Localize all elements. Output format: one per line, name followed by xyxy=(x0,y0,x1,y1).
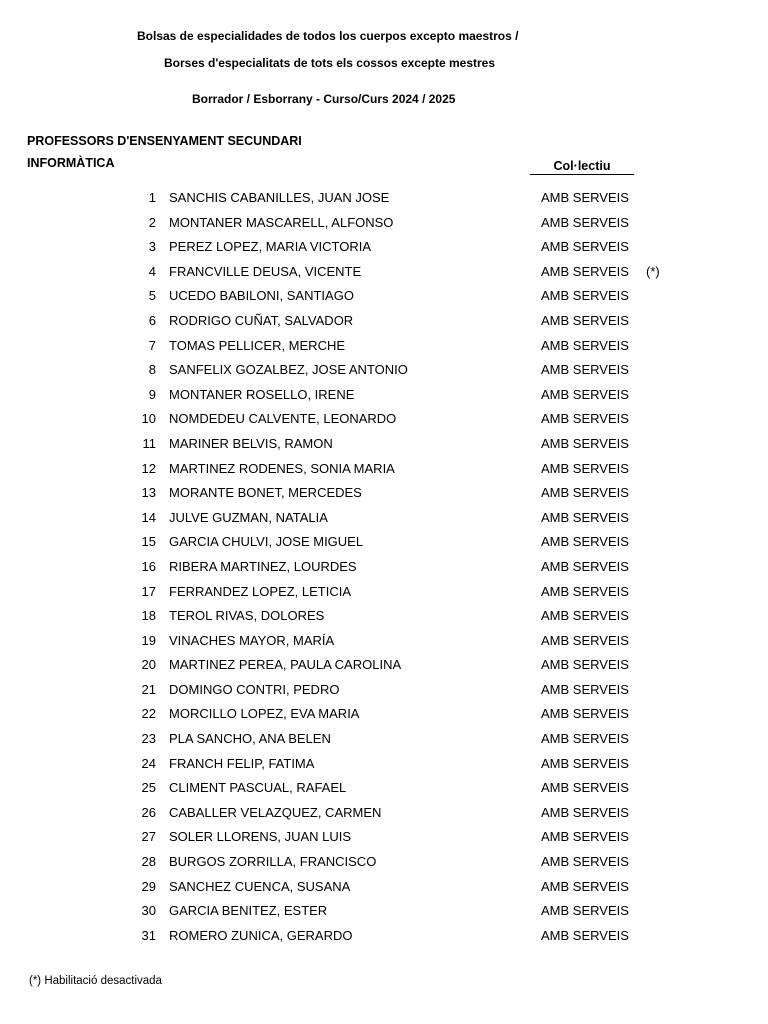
row-name: NOMDEDEU CALVENTE, LEONARDO xyxy=(169,411,397,427)
row-name: DOMINGO CONTRI, PEDRO xyxy=(169,681,340,697)
row-name: CLIMENT PASCUAL, RAFAEL xyxy=(169,780,347,796)
row-collective: AMB SERVEIS xyxy=(541,534,629,550)
row-collective: AMB SERVEIS xyxy=(541,927,629,943)
row-name: PEREZ LOPEZ, MARIA VICTORIA xyxy=(169,239,372,255)
row-number: 17 xyxy=(141,583,156,599)
row-collective: AMB SERVEIS xyxy=(541,362,629,378)
row-collective: AMB SERVEIS xyxy=(541,558,629,574)
list-row xyxy=(0,682,768,707)
row-number: 10 xyxy=(141,411,156,427)
list-row xyxy=(0,313,768,338)
row-collective: AMB SERVEIS xyxy=(541,780,629,796)
row-name: SANCHEZ CUENCA, SUSANA xyxy=(169,878,351,894)
list-row xyxy=(0,657,768,682)
list-row xyxy=(0,436,768,461)
row-number: 25 xyxy=(141,780,156,796)
list-row xyxy=(0,756,768,781)
row-collective: AMB SERVEIS xyxy=(541,608,629,624)
list-row xyxy=(0,239,768,264)
row-collective: AMB SERVEIS xyxy=(541,903,629,919)
row-collective: AMB SERVEIS xyxy=(541,485,629,501)
row-name: MORCILLO LOPEZ, EVA MARIA xyxy=(169,706,360,722)
row-name: VINACHES MAYOR, MARÍA xyxy=(169,632,335,648)
list-row xyxy=(0,387,768,412)
row-number: 22 xyxy=(141,706,156,722)
list-row xyxy=(0,706,768,731)
row-collective: AMB SERVEIS xyxy=(541,804,629,820)
row-name: MARINER BELVIS, RAMON xyxy=(169,435,333,451)
row-number: 2 xyxy=(148,214,156,230)
row-number: 7 xyxy=(148,337,156,353)
list-row xyxy=(0,461,768,486)
row-number: 13 xyxy=(141,485,156,501)
row-name: ROMERO ZUNICA, GERARDO xyxy=(169,927,353,943)
row-collective: AMB SERVEIS xyxy=(541,509,629,525)
row-number: 16 xyxy=(141,558,156,574)
list-row xyxy=(0,362,768,387)
list-row xyxy=(0,805,768,830)
list-row xyxy=(0,338,768,363)
row-number: 3 xyxy=(148,239,156,255)
row-collective: AMB SERVEIS xyxy=(541,239,629,255)
row-number: 23 xyxy=(141,731,156,747)
list-row xyxy=(0,780,768,805)
specialty-heading: INFORMÀTICA xyxy=(27,156,115,170)
row-name: FRANCVILLE DEUSA, VICENTE xyxy=(169,263,362,279)
list-row xyxy=(0,411,768,436)
list-row xyxy=(0,510,768,535)
document-title-line-2: Borses d'especialitats de tots els cossos excepte mestres xyxy=(164,56,496,70)
list-row xyxy=(0,534,768,559)
row-name: SANCHIS CABANILLES, JUAN JOSE xyxy=(169,190,390,205)
list-row xyxy=(0,485,768,510)
row-number: 20 xyxy=(141,657,156,673)
list-row xyxy=(0,903,768,928)
row-name: GARCIA CHULVI, JOSE MIGUEL xyxy=(169,534,364,550)
row-number: 14 xyxy=(141,509,156,525)
row-collective: AMB SERVEIS xyxy=(541,386,629,402)
row-number: 30 xyxy=(141,903,156,919)
row-name: TEROL RIVAS, DOLORES xyxy=(169,608,325,624)
row-collective: AMB SERVEIS xyxy=(541,312,629,328)
row-collective: AMB SERVEIS xyxy=(541,288,629,304)
list-row xyxy=(0,559,768,584)
list-row xyxy=(0,633,768,658)
document-subtitle: Borrador / Esborrany - Curso/Curs 2024 / 2025 xyxy=(192,92,456,106)
row-number: 29 xyxy=(141,878,156,894)
row-collective: AMB SERVEIS xyxy=(541,337,629,353)
row-name: BURGOS ZORRILLA, FRANCISCO xyxy=(169,854,377,870)
row-name: MORANTE BONET, MERCEDES xyxy=(169,485,362,501)
row-note: (*) xyxy=(646,263,660,279)
body-heading: PROFESSORS D'ENSENYAMENT SECUNDARI xyxy=(27,134,302,148)
row-collective: AMB SERVEIS xyxy=(541,583,629,599)
row-number: 24 xyxy=(141,755,156,771)
row-number: 31 xyxy=(141,927,156,943)
list-row xyxy=(0,288,768,313)
row-number: 18 xyxy=(141,608,156,624)
row-name: RODRIGO CUÑAT, SALVADOR xyxy=(169,312,354,328)
row-name: CABALLER VELAZQUEZ, CARMEN xyxy=(169,804,382,820)
row-collective: AMB SERVEIS xyxy=(541,731,629,747)
row-number: 12 xyxy=(141,460,156,476)
row-number: 6 xyxy=(148,312,156,328)
collective-column-header: Col·lectiu xyxy=(530,159,634,175)
row-number: 8 xyxy=(148,362,156,378)
list-row xyxy=(0,608,768,633)
row-collective: AMB SERVEIS xyxy=(541,263,629,279)
row-collective: AMB SERVEIS xyxy=(541,854,629,870)
row-collective: AMB SERVEIS xyxy=(541,214,629,230)
list-row xyxy=(0,829,768,854)
list-row xyxy=(0,215,768,240)
row-number: 26 xyxy=(141,804,156,820)
row-collective: AMB SERVEIS xyxy=(541,435,629,451)
row-number: 4 xyxy=(148,263,156,279)
row-name: FRANCH FELIP, FATIMA xyxy=(169,755,315,771)
list-row xyxy=(0,731,768,756)
row-name: SOLER LLORENS, JUAN LUIS xyxy=(169,829,352,845)
list-row xyxy=(0,584,768,609)
row-name: MONTANER ROSELLO, IRENE xyxy=(169,386,355,402)
row-name: RIBERA MARTINEZ, LOURDES xyxy=(169,558,357,574)
row-name: FERRANDEZ LOPEZ, LETICIA xyxy=(169,583,352,599)
row-number: 5 xyxy=(148,288,156,304)
row-collective: AMB SERVEIS xyxy=(541,460,629,476)
row-collective: AMB SERVEIS xyxy=(541,681,629,697)
document-title-line-1: Bolsas de especialidades de todos los cuerpos excepto maestros / xyxy=(137,29,519,43)
list-row xyxy=(0,854,768,879)
list-row xyxy=(0,190,768,215)
row-number: 19 xyxy=(141,632,156,648)
row-collective: AMB SERVEIS xyxy=(541,657,629,673)
row-collective: AMB SERVEIS xyxy=(541,878,629,894)
row-collective: AMB SERVEIS xyxy=(541,755,629,771)
row-name: GARCIA BENITEZ, ESTER xyxy=(169,903,328,919)
row-name: JULVE GUZMAN, NATALIA xyxy=(169,509,328,525)
row-number: 21 xyxy=(141,681,156,697)
row-collective: AMB SERVEIS xyxy=(541,706,629,722)
row-name: MONTANER MASCARELL, ALFONSO xyxy=(169,214,394,230)
footnote: (*) Habilitació desactivada xyxy=(29,975,162,987)
row-number: 9 xyxy=(148,386,156,402)
row-name: UCEDO BABILONI, SANTIAGO xyxy=(169,288,354,304)
row-name: SANFELIX GOZALBEZ, JOSE ANTONIO xyxy=(169,362,408,378)
list-row xyxy=(0,879,768,904)
row-number: 15 xyxy=(141,534,156,550)
row-collective: AMB SERVEIS xyxy=(541,829,629,845)
row-number: 11 xyxy=(142,435,156,451)
list-row xyxy=(0,928,768,953)
row-collective: AMB SERVEIS xyxy=(541,190,629,205)
row-number: 28 xyxy=(141,854,156,870)
candidate-list xyxy=(0,190,768,952)
row-name: MARTINEZ RODENES, SONIA MARIA xyxy=(169,460,395,476)
row-name: TOMAS PELLICER, MERCHE xyxy=(169,337,346,353)
row-name: MARTINEZ PEREA, PAULA CAROLINA xyxy=(169,657,402,673)
row-number: 1 xyxy=(148,190,156,205)
row-name: PLA SANCHO, ANA BELEN xyxy=(169,731,331,747)
row-collective: AMB SERVEIS xyxy=(541,411,629,427)
row-collective: AMB SERVEIS xyxy=(541,632,629,648)
row-number: 27 xyxy=(141,829,156,845)
list-row xyxy=(0,264,768,289)
